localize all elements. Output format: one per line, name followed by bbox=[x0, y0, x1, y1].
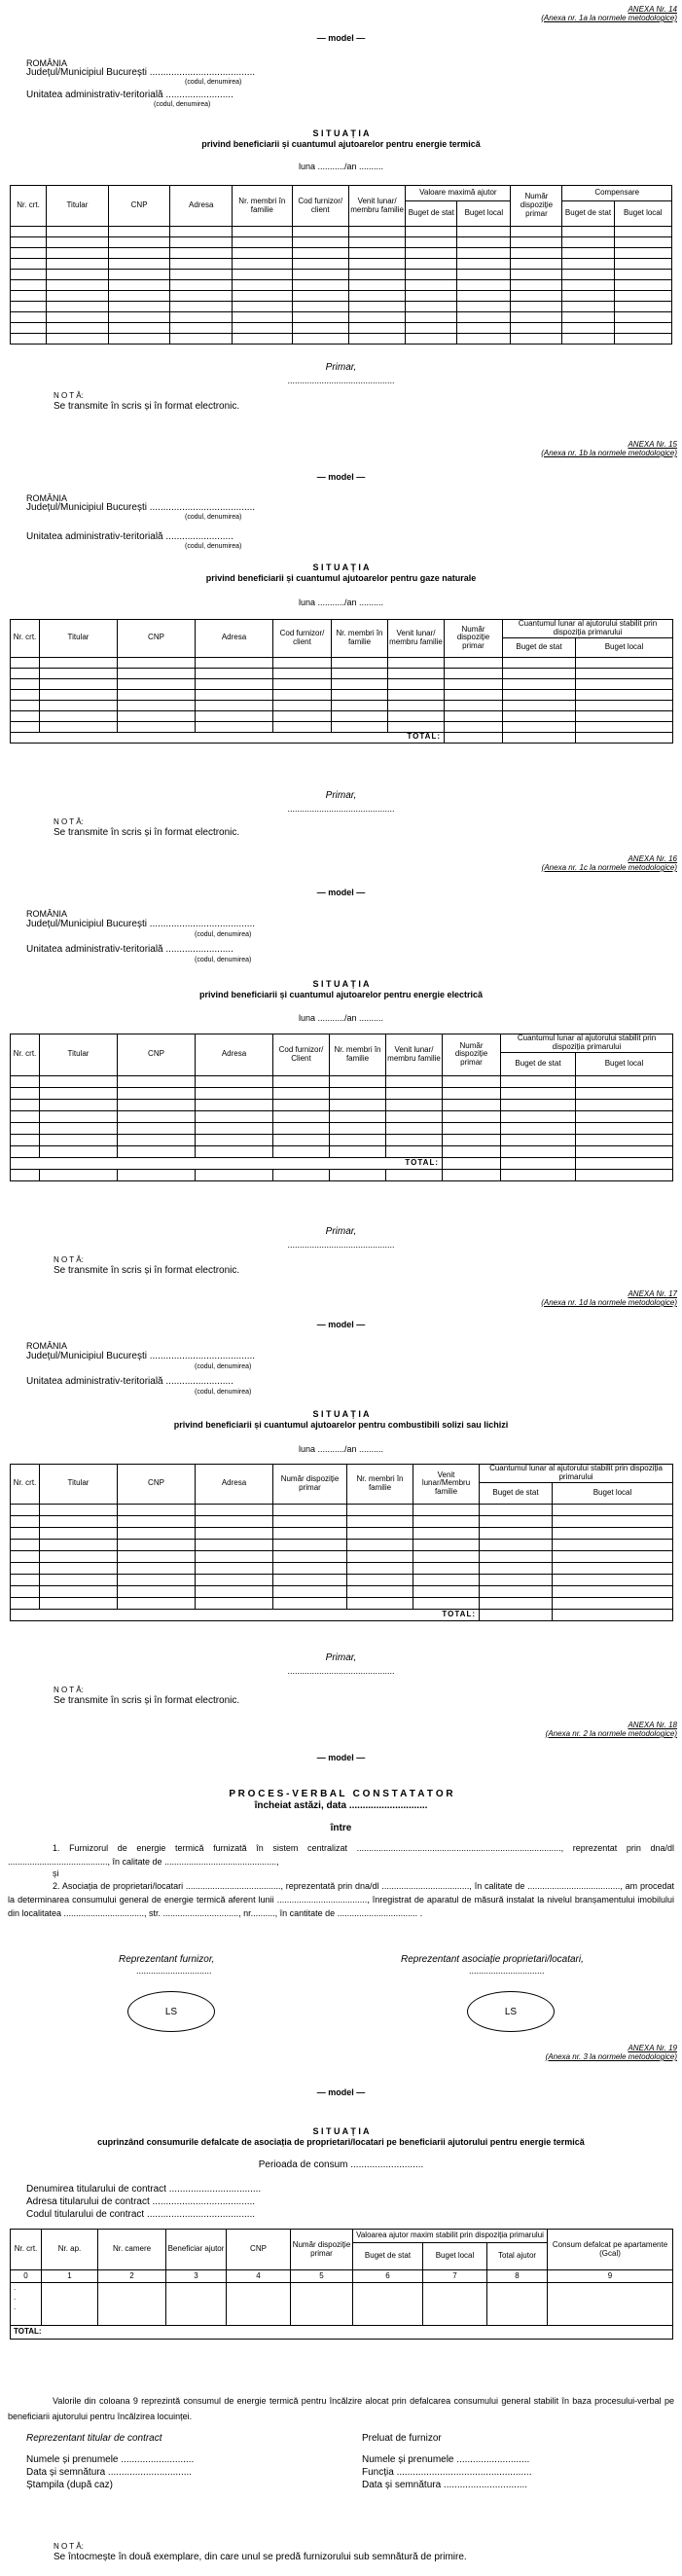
col-header-nr-crt: Nr. crt. bbox=[11, 620, 40, 658]
col-header-nr-membri: Nr. membri în familie bbox=[332, 620, 388, 658]
col-header-buget-stat: Buget de stat bbox=[406, 201, 457, 227]
col-header-nr-membri: Nr. membri în familie bbox=[330, 1034, 386, 1076]
col-header-cuantum-lunar: Cuantumul lunar al ajutorului stabilit prin dispoziția primarului bbox=[503, 620, 673, 638]
anexa-16-primar: Primar, bbox=[325, 1226, 357, 1237]
column-number: 8 bbox=[487, 2270, 548, 2283]
anexa-16-subtitle: privind beneficiarii și cuantumul ajutoarelor pentru energie electrică bbox=[198, 990, 484, 999]
anexa-19-numele-titular: Numele și prenumele ........................... bbox=[26, 2454, 195, 2465]
col-header-venit-lunar: Venit lunar/ membru familie bbox=[348, 186, 405, 227]
anexa-19-nota-text: Se întocmește în două exemplare, din care unul se predă furnizorului sub semnătură de primire. bbox=[54, 2552, 467, 2562]
table-row bbox=[11, 259, 672, 270]
anexa-18-rep-asociatie: Reprezentant asociație proprietari/locatari, bbox=[401, 1954, 584, 1965]
table-row bbox=[11, 334, 672, 345]
anexa-15-total-label: TOTAL: bbox=[11, 732, 445, 743]
anexa-19-subtitle: cuprinzând consumurile defalcate de asociația de proprietari/locatari pe beneficiarii ajutorului pentru energie termică bbox=[97, 2137, 585, 2147]
table-row bbox=[11, 323, 672, 334]
anexa-17-codul-hint-1: (codul, denumirea) bbox=[195, 1363, 252, 1370]
anexa-15-nota-text: Se transmite în scris și în format electronic. bbox=[54, 827, 240, 838]
table-row bbox=[11, 1169, 673, 1180]
table-row bbox=[11, 312, 672, 323]
table-row bbox=[11, 237, 672, 248]
ls-label: LS bbox=[504, 2006, 518, 2017]
anexa-14-nota-text: Se transmite în scris și în format electronic. bbox=[54, 401, 240, 412]
anexa-19-numele-furnizor: Numele și prenumele ........................... bbox=[362, 2454, 530, 2465]
anexa-15-primar-signature-line: ............................................ bbox=[287, 804, 395, 814]
table-row bbox=[11, 657, 673, 668]
column-number: 7 bbox=[423, 2270, 487, 2283]
col-header-adresa: Adresa bbox=[170, 186, 233, 227]
anexa-14-table bbox=[10, 185, 672, 345]
anexa-19-nota-label: N O T Ă: bbox=[54, 2542, 84, 2551]
anexa-18-ls-stamp-furnizor bbox=[127, 1991, 215, 2032]
anexa-17-unitatea-field: Unitatea administrativ-teritorială ......................... bbox=[26, 1376, 233, 1387]
anexa-14-primar-signature-line: ............................................ bbox=[287, 376, 395, 385]
col-header-nr-crt: Nr. crt. bbox=[11, 1465, 40, 1505]
anexa-16-model-label: — model — bbox=[316, 888, 366, 897]
anexa-15-luna: luna .........../an .......... bbox=[298, 598, 384, 607]
anexa-16-number: ANEXA Nr. 16 bbox=[628, 854, 677, 863]
anexa-19-total-label: TOTAL: bbox=[11, 2326, 673, 2340]
anexa-18-reference: (Anexa nr. 2 la normele metodologice) bbox=[545, 1729, 677, 1738]
column-number: 4 bbox=[227, 2270, 291, 2283]
col-header-cnp: CNP bbox=[118, 620, 196, 658]
col-header-numar-dispozitie: Număr dispoziție primar bbox=[443, 1034, 501, 1076]
anexa-15-subtitle: privind beneficiarii și cuantumul ajutoarelor pentru gaze naturale bbox=[205, 573, 477, 583]
col-header-buget-local: Buget local bbox=[553, 1482, 673, 1504]
anexa-19-model-label: — model — bbox=[316, 2087, 366, 2097]
col-header-cnp: CNP bbox=[118, 1465, 196, 1505]
anexa-18-rep-furnizor-line: ............................... bbox=[136, 1966, 212, 1976]
anexa-14-judet-field: Județul/Municipiul București ....................................... bbox=[26, 67, 256, 78]
table-row bbox=[11, 700, 673, 710]
col-header-nr-membri: Nr. membri în familie bbox=[233, 186, 293, 227]
column-number: 1 bbox=[42, 2270, 98, 2283]
col-header-valoarea-ajutor: Valoarea ajutor maxim stabilit prin dispoziția primarului bbox=[353, 2230, 548, 2243]
anexa-14-reference: (Anexa nr. 1a la normele metodologice) bbox=[541, 14, 677, 22]
table-row bbox=[11, 689, 673, 700]
col-header-titular: Titular bbox=[40, 620, 118, 658]
anexa-18-paragraph-1: 1. Furnizorul de energie termică furnizată în sistem centralizat ...................................................................................., reprezentat prin dna/dl ........................................., în calitate de .............................................., bbox=[8, 1843, 674, 1867]
anexa-16-reference: (Anexa nr. 1c la normele metodologice) bbox=[541, 863, 677, 872]
anexa-17-title: S I T U A Ț I A bbox=[312, 1409, 370, 1419]
col-header-numar-dispozitie: Număr dispoziție primar bbox=[273, 1465, 347, 1505]
anexa-17-nota-label: N O T Ă: bbox=[54, 1686, 84, 1694]
table-row bbox=[11, 1110, 673, 1122]
anexa-14-primar: Primar, bbox=[325, 362, 357, 373]
col-header-titular: Titular bbox=[40, 1034, 118, 1076]
col-header-cnp: CNP bbox=[118, 1034, 196, 1076]
column-number: 5 bbox=[291, 2270, 353, 2283]
anexa-15-model-label: — model — bbox=[316, 472, 366, 482]
col-header-buget-local: Buget local bbox=[423, 2243, 487, 2270]
anexa-19-codul-field: Codul titularului de contract ........................................ bbox=[26, 2209, 256, 2220]
table-row bbox=[11, 1122, 673, 1134]
anexa-19-title: S I T U A Ț I A bbox=[312, 2126, 370, 2136]
anexa-15-number: ANEXA Nr. 15 bbox=[628, 440, 677, 449]
column-number: 3 bbox=[166, 2270, 227, 2283]
anexa-14-romania: ROMÂNIA bbox=[26, 58, 68, 68]
anexa-16-table bbox=[10, 1034, 673, 1181]
col-header-buget-stat: Buget de stat bbox=[503, 637, 576, 657]
anexa-17-luna: luna .........../an .......... bbox=[298, 1444, 384, 1454]
anexa-17-judet-field: Județul/Municipiul București ....................................... bbox=[26, 1351, 256, 1361]
ellipsis-dot: . bbox=[14, 2293, 17, 2302]
table-row bbox=[11, 1585, 673, 1597]
ellipsis-dot: . bbox=[14, 2303, 17, 2311]
table-row bbox=[11, 1562, 673, 1574]
anexa-14-unitatea-field: Unitatea administrativ-teritorială ......................... bbox=[26, 90, 233, 100]
anexa-15-unitatea-field: Unitatea administrativ-teritorială ......................... bbox=[26, 531, 233, 542]
anexa-18-model-label: — model — bbox=[316, 1753, 366, 1762]
anexa-19-valorile-paragraph: Valorile din coloana 9 reprezintă consumul de energie termică pentru încălzire alocat prin defalcarea consumului general stabilit în baza procesului-verbal pe beneficiarii ajutorului pentru încălzirea locuinței. bbox=[8, 2396, 674, 2421]
col-header-venit-lunar: Venit lunar/Membru familie bbox=[413, 1465, 480, 1505]
anexa-17-model-label: — model — bbox=[316, 1320, 366, 1329]
anexa-16-nota-text: Se transmite în scris și în format electronic. bbox=[54, 1265, 240, 1276]
table-row bbox=[11, 1550, 673, 1562]
table-row bbox=[11, 291, 672, 302]
col-header-adresa: Adresa bbox=[196, 620, 273, 658]
anexa-19-stampila: Ștampila (după caz) bbox=[26, 2480, 113, 2490]
anexa-17-nota-text: Se transmite în scris și în format electronic. bbox=[54, 1695, 240, 1706]
col-header-buget-stat: Buget de stat bbox=[353, 2243, 423, 2270]
col-header-buget-stat: Buget de stat bbox=[501, 1052, 576, 1075]
anexa-16-codul-hint-2: (codul, denumirea) bbox=[195, 957, 252, 963]
col-header-cuantum-lunar: Cuantumul lunar al ajutorului stabilit prin dispoziția primarului bbox=[501, 1034, 673, 1053]
table-row bbox=[11, 1515, 673, 1527]
anexa-17-primar-signature-line: ............................................ bbox=[287, 1666, 395, 1676]
ellipsis-cell bbox=[11, 2283, 42, 2326]
anexa-17-table-body bbox=[11, 1504, 673, 1620]
anexa-14-subtitle: privind beneficiarii și cuantumul ajutoarelor pentru energie termică bbox=[201, 139, 481, 149]
anexa-18-rep-asociatie-line: ............................... bbox=[469, 1966, 545, 1976]
anexa-16-codul-hint-1: (codul, denumirea) bbox=[195, 931, 252, 938]
anexa-16-table-body bbox=[11, 1075, 673, 1180]
anexa-18-si: și bbox=[53, 1869, 59, 1878]
anexa-16-romania: ROMÂNIA bbox=[26, 909, 68, 919]
anexa-14-codul-hint-2: (codul, denumirea) bbox=[154, 101, 211, 108]
anexa-16-nota-label: N O T Ă: bbox=[54, 1255, 84, 1264]
anexa-18-number: ANEXA Nr. 18 bbox=[628, 1721, 677, 1729]
anexa-17-number: ANEXA Nr. 17 bbox=[628, 1289, 677, 1298]
anexa-17-subtitle: privind beneficiarii și cuantumul ajutoarelor pentru combustibili solizi sau lichizi bbox=[173, 1420, 509, 1430]
anexa-18-ls-stamp-asociatie bbox=[467, 1991, 555, 2032]
anexa-16-unitatea-field: Unitatea administrativ-teritorială ......................... bbox=[26, 944, 233, 955]
anexa-15-romania: ROMÂNIA bbox=[26, 493, 68, 503]
col-header-consum-defalcat: Consum defalcat pe apartamente (Gcal) bbox=[548, 2230, 673, 2270]
table-row bbox=[11, 1504, 673, 1515]
total-row bbox=[11, 2326, 673, 2340]
anexa-18-intre: între bbox=[330, 1823, 352, 1833]
anexa-19-denumire-field: Denumirea titularului de contract .................................. bbox=[26, 2184, 262, 2195]
col-header-adresa: Adresa bbox=[196, 1465, 273, 1505]
anexa-16-title: S I T U A Ț I A bbox=[312, 979, 370, 989]
anexa-15-table bbox=[10, 619, 673, 744]
anexa-14-table-body bbox=[11, 227, 672, 345]
col-header-nr-camere: Nr. camere bbox=[98, 2230, 166, 2270]
table-row bbox=[11, 721, 673, 732]
table-row bbox=[11, 1099, 673, 1110]
anexa-19-number: ANEXA Nr. 19 bbox=[628, 2044, 677, 2052]
anexa-14-model-label: — model — bbox=[316, 33, 366, 43]
anexa-15-codul-hint-2: (codul, denumirea) bbox=[185, 543, 242, 550]
anexa-18-paragraph-2: 2. Asociația de proprietari/locatari ......................................., reprezentată prin dna/dl ...................................., în calitate de ......................................, am procedat la determinarea consumului general de energie termică aferent lunii ....................................., înregistrat de aparatul de măsură instalat la nivelul branșamentului imobilului din localitatea ................................., str. ..............................., nr.........., în cantitate de ................................. . bbox=[8, 1881, 674, 1918]
table-row bbox=[11, 1574, 673, 1585]
column-number: 9 bbox=[548, 2270, 673, 2283]
col-header-beneficiar: Beneficiar ajutor bbox=[166, 2230, 227, 2270]
anexa-19-data-titular: Data și semnătura ............................... bbox=[26, 2467, 193, 2478]
total-row bbox=[11, 1609, 673, 1620]
anexa-15-codul-hint-1: (codul, denumirea) bbox=[185, 514, 242, 521]
col-header-total-ajutor: Total ajutor bbox=[487, 2243, 548, 2270]
anexa-14-nota-label: N O T Ă: bbox=[54, 391, 84, 400]
ls-label: LS bbox=[164, 2006, 178, 2017]
anexa-19-adresa-field: Adresa titularului de contract ...................................... bbox=[26, 2196, 256, 2207]
table-row bbox=[11, 1539, 673, 1550]
col-header-buget-local: Buget local bbox=[576, 1052, 673, 1075]
anexa-14-title: S I T U A Ț I A bbox=[312, 128, 370, 138]
col-header-numar-dispozitie: Număr dispoziție primar bbox=[445, 620, 503, 658]
anexa-14-number: ANEXA Nr. 14 bbox=[628, 5, 677, 14]
col-header-venit-lunar: Venit lunar/ membru familie bbox=[386, 1034, 443, 1076]
table-row bbox=[11, 1527, 673, 1539]
column-number: 0 bbox=[11, 2270, 42, 2283]
col-header-titular: Titular bbox=[47, 186, 109, 227]
anexa-17-table bbox=[10, 1464, 673, 1621]
anexa-18-title: P R O C E S - V E R B A L C O N S T A T A T O R bbox=[229, 1789, 453, 1799]
total-row bbox=[11, 1157, 673, 1169]
table-row bbox=[11, 302, 672, 312]
col-header-buget-stat: Buget de stat bbox=[480, 1482, 553, 1504]
table-row bbox=[11, 1087, 673, 1099]
anexa-15-reference: (Anexa nr. 1b la normele metodologice) bbox=[541, 449, 677, 457]
table-row bbox=[11, 227, 672, 237]
anexa-19-data-furnizor: Data și semnătura ............................... bbox=[362, 2480, 528, 2490]
anexa-19-functia: Funcția .................................................. bbox=[362, 2467, 532, 2478]
anexa-18-rep-furnizor: Reprezentant furnizor, bbox=[119, 1954, 215, 1965]
anexa-16-total-label: TOTAL: bbox=[11, 1157, 443, 1169]
table-row bbox=[11, 1597, 673, 1609]
table-row bbox=[11, 248, 672, 259]
col-header-nr-crt: Nr. crt. bbox=[11, 1034, 40, 1076]
anexa-14-codul-hint-1: (codul, denumirea) bbox=[185, 79, 242, 86]
anexa-14-luna: luna .........../an .......... bbox=[298, 162, 384, 171]
col-header-adresa: Adresa bbox=[196, 1034, 273, 1076]
table-row bbox=[11, 668, 673, 678]
col-header-nr-ap: Nr. ap. bbox=[42, 2230, 98, 2270]
anexa-15-primar: Primar, bbox=[325, 790, 357, 801]
anexa-18-subtitle: încheiat astăzi, data ............................. bbox=[254, 1800, 428, 1811]
col-header-valoare-maxima: Valoare maximă ajutor bbox=[406, 186, 511, 201]
table-row bbox=[11, 2283, 673, 2326]
anexa-19-perioada: Perioada de consum ........................... bbox=[258, 2159, 424, 2170]
anexa-17-reference: (Anexa nr. 1d la normele metodologice) bbox=[541, 1298, 677, 1307]
col-header-buget-local: Buget local bbox=[457, 201, 511, 227]
anexa-19-rep-titular: Reprezentant titular de contract bbox=[26, 2433, 162, 2444]
col-header-buget-local: Buget local bbox=[576, 637, 673, 657]
col-header-cod-furnizor: Cod furnizor/ Client bbox=[273, 1034, 330, 1076]
table-row bbox=[11, 270, 672, 280]
col-header-nr-crt: Nr. crt. bbox=[11, 186, 47, 227]
anexa-15-nota-label: N O T Ă: bbox=[54, 817, 84, 826]
col-header-venit-lunar: Venit lunar/ membru familie bbox=[388, 620, 445, 658]
col-header-compensare: Compensare bbox=[562, 186, 672, 201]
col-header-cuantum-lunar: Cuantumul lunar al ajutorului stabilit prin dispoziția primarului bbox=[480, 1465, 673, 1483]
anexa-16-primar-signature-line: ............................................ bbox=[287, 1240, 395, 1250]
total-row bbox=[11, 732, 673, 743]
anexa-19-preluat: Preluat de furnizor bbox=[362, 2433, 442, 2444]
anexa-15-table-body bbox=[11, 657, 673, 743]
table-row bbox=[11, 710, 673, 721]
col-header-cnp: CNP bbox=[227, 2230, 291, 2270]
col-header-nr-membri: Nr. membri în familie bbox=[347, 1465, 413, 1505]
col-header-numar-dispozitie: Număr dispoziție primar bbox=[291, 2230, 353, 2270]
col-header-numar-dispozitie: Număr dispoziție primar bbox=[511, 186, 562, 227]
column-number-row bbox=[11, 2270, 673, 2283]
table-row bbox=[11, 1075, 673, 1087]
anexa-17-total-label: TOTAL: bbox=[11, 1609, 480, 1620]
table-row bbox=[11, 1134, 673, 1145]
table-row bbox=[11, 678, 673, 689]
column-number: 6 bbox=[353, 2270, 423, 2283]
col-header-cod-furnizor: Cod furnizor/ client bbox=[273, 620, 332, 658]
table-row bbox=[11, 1145, 673, 1157]
col-header-buget-local-compensare: Buget local bbox=[614, 201, 671, 227]
col-header-cnp: CNP bbox=[108, 186, 170, 227]
anexa-16-luna: luna .........../an .......... bbox=[298, 1013, 384, 1023]
col-header-titular: Titular bbox=[40, 1465, 118, 1505]
anexa-17-romania: ROMÂNIA bbox=[26, 1341, 68, 1351]
column-number: 2 bbox=[98, 2270, 166, 2283]
anexa-16-judet-field: Județul/Municipiul București ....................................... bbox=[26, 919, 256, 929]
anexa-19-table bbox=[10, 2229, 673, 2340]
col-header-buget-stat-compensare: Buget de stat bbox=[562, 201, 614, 227]
table-row bbox=[11, 280, 672, 291]
ellipsis-dot: . bbox=[14, 2283, 17, 2292]
anexa-19-reference: (Anexa nr. 3 la normele metodologice) bbox=[545, 2052, 677, 2061]
anexa-15-judet-field: Județul/Municipiul București ....................................... bbox=[26, 502, 256, 513]
col-header-cod-furnizor: Cod furnizor/ client bbox=[292, 186, 348, 227]
anexa-15-title: S I T U A Ț I A bbox=[312, 562, 370, 572]
anexa-17-codul-hint-2: (codul, denumirea) bbox=[195, 1389, 252, 1396]
col-header-nr-crt: Nr. crt. bbox=[11, 2230, 42, 2270]
anexa-17-primar: Primar, bbox=[325, 1652, 357, 1663]
